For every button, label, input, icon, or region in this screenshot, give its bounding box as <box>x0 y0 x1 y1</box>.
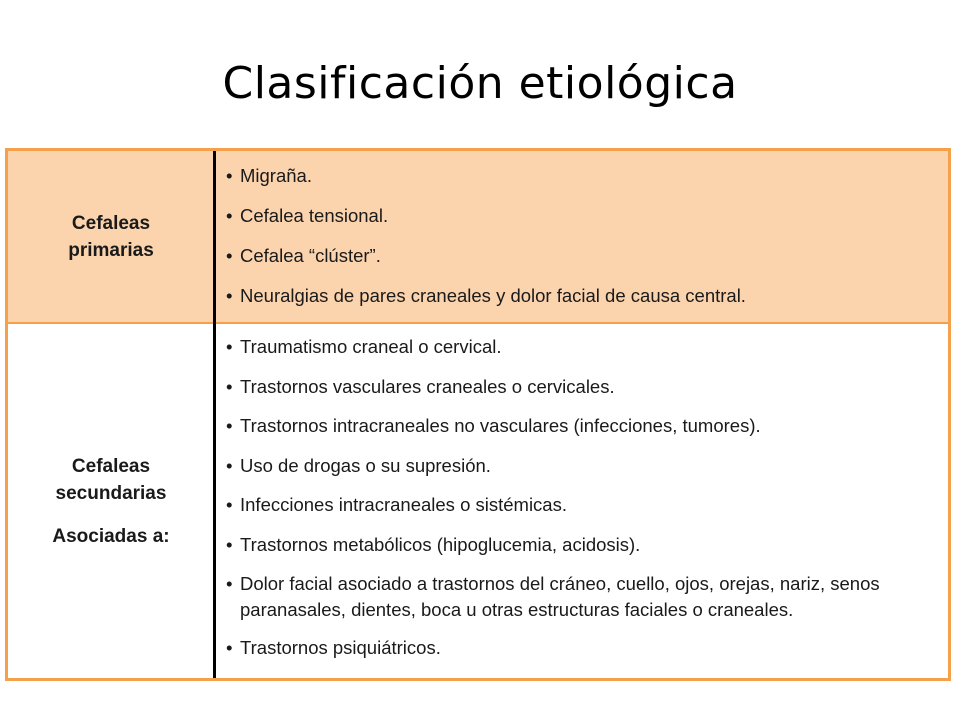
list-item: • Trastornos psiquiátricos. <box>226 635 941 661</box>
list-item: • Cefalea tensional. <box>226 203 941 229</box>
list-item: • Trastornos vasculares craneales o cervicales. <box>226 374 941 400</box>
primary-category-label: Cefaleas primarias <box>68 212 154 261</box>
primary-headaches-row <box>8 151 948 322</box>
list-item: • Dolor facial asociado a trastornos del cráneo, cuello, ojos, orejas, nariz, senos paranasales, dientes, boca u otras estructuras faciales o craneales. <box>226 573 880 620</box>
bullet-icon: • <box>226 415 233 436</box>
primary-items-list <box>226 163 941 323</box>
bullet-icon: • <box>226 637 233 658</box>
list-item: • Cefalea “clúster”. <box>226 243 941 269</box>
list-item: • Trastornos intracraneales no vasculares (infecciones, tumores). <box>226 413 941 439</box>
bullet-icon: • <box>226 375 233 397</box>
bullet-icon: • <box>226 285 233 306</box>
bullet-icon: • <box>226 533 233 555</box>
secondary-headaches-row <box>8 324 948 678</box>
bullet-icon: • <box>226 494 233 515</box>
bullet-icon: • <box>226 454 233 476</box>
list-item: • Trastornos metabólicos (hipoglucemia, acidosis). <box>226 532 941 558</box>
bullet-icon: • <box>226 573 233 594</box>
list-item: • Traumatismo craneal o cervical. <box>226 334 941 360</box>
bullet-icon: • <box>226 205 233 226</box>
list-item: • Uso de drogas o su supresión. <box>226 453 941 479</box>
bullet-icon: • <box>226 245 233 266</box>
column-divider <box>213 151 216 678</box>
bullet-icon: • <box>226 165 233 186</box>
secondary-items-list <box>226 334 941 675</box>
secondary-category-label: Cefaleas secundarias <box>55 455 167 504</box>
bullet-icon: • <box>226 336 233 357</box>
list-item: • Migraña. <box>226 163 941 189</box>
secondary-category-cell <box>8 324 214 678</box>
page-title: Clasificación etiológica <box>222 58 738 109</box>
secondary-category-sublabel: Asociadas a: <box>52 525 170 547</box>
primary-category-cell <box>8 151 214 322</box>
list-item: • Infecciones intracraneales o sistémicas. <box>226 492 941 518</box>
classification-table <box>5 148 951 681</box>
list-item: • Neuralgias de pares craneales y dolor facial de causa central. <box>226 283 941 309</box>
